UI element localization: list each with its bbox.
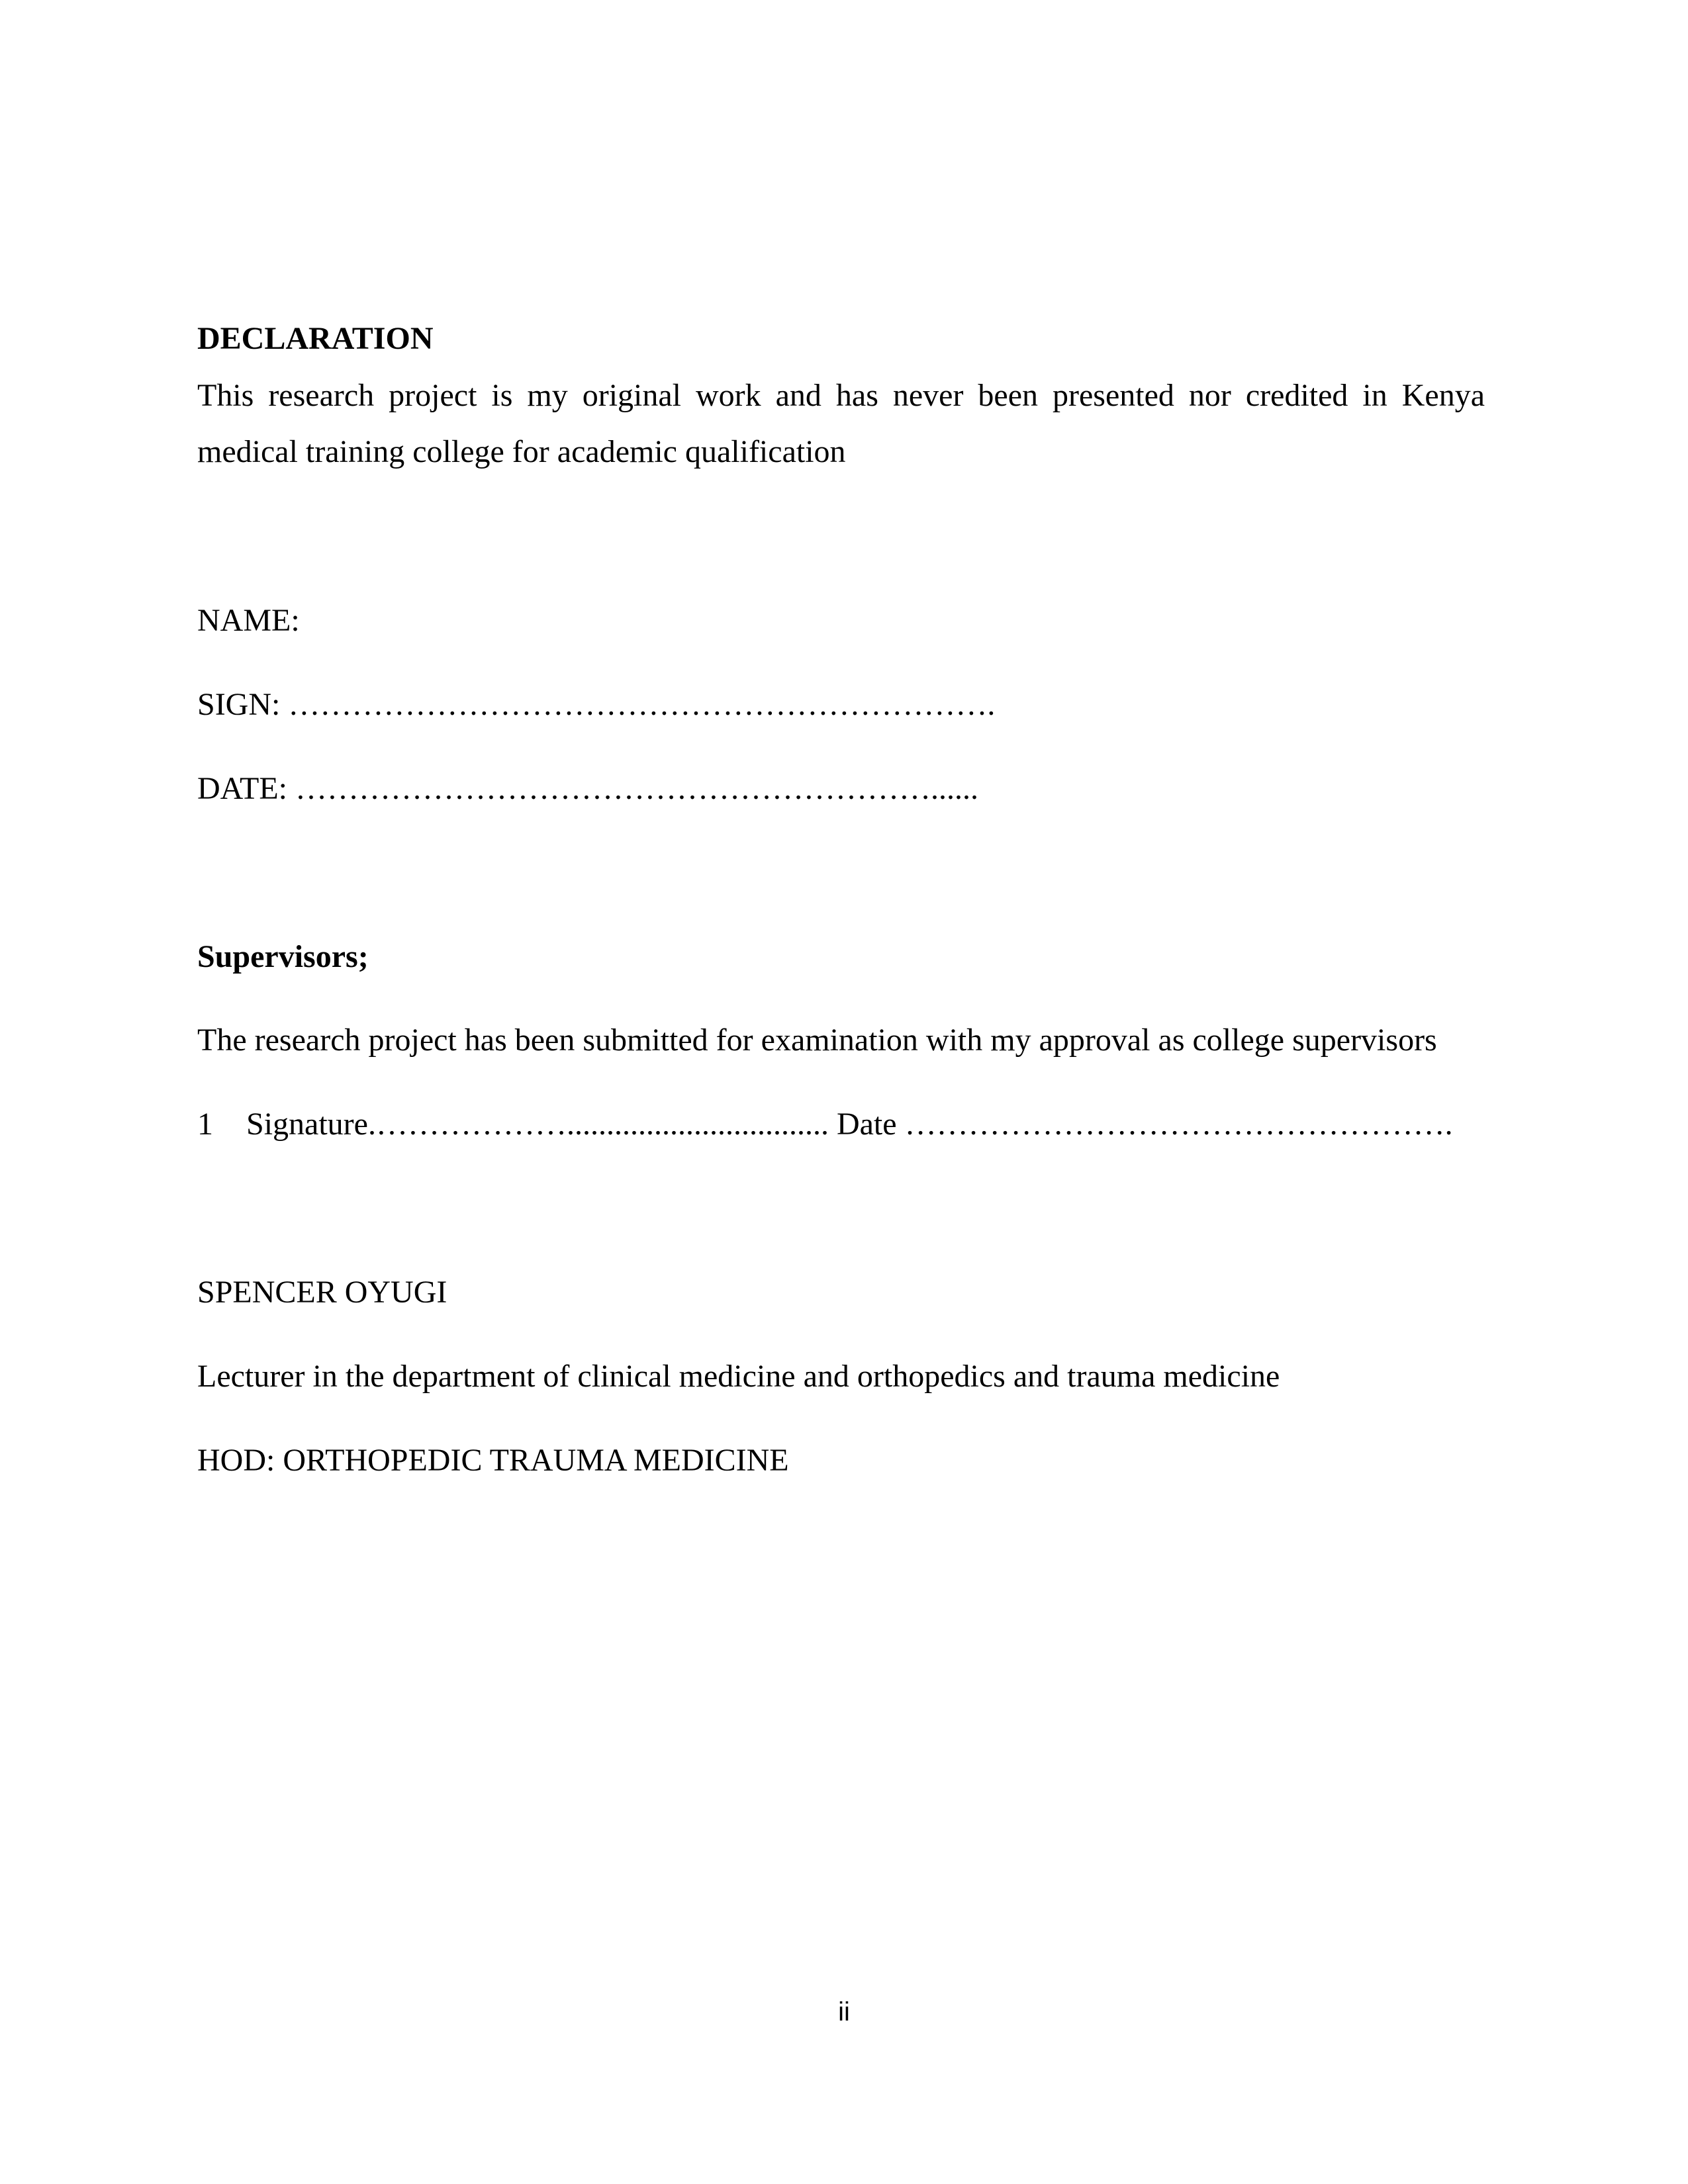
date-line: DATE: ……………………………………………………......	[197, 771, 978, 806]
supervisor-role: Lecturer in the department of clinical medicine and orthopedics and trauma medicine	[197, 1359, 1280, 1394]
supervisor-hod: HOD: ORTHOPEDIC TRAUMA MEDICINE	[197, 1443, 789, 1478]
declaration-paragraph-line-1: This research project is my original work and has never been presented nor credited in Kenya	[197, 378, 1485, 413]
supervisors-statement: The research project has been submitted for examination with my approval as college supervisors	[197, 1023, 1437, 1058]
declaration-paragraph-line-2: medical training college for academic qualification	[197, 434, 846, 469]
supervisor-entry-number: 1	[197, 1107, 213, 1142]
supervisor-signature-line: Signature.………………................................. Date …………………………………………….	[246, 1107, 1453, 1142]
sign-line: SIGN: ………………………………………………………….	[197, 687, 996, 722]
page-number: ii	[838, 1997, 850, 2026]
declaration-heading: DECLARATION	[197, 321, 434, 356]
supervisor-name: SPENCER OYUGI	[197, 1275, 447, 1310]
name-label: NAME:	[197, 603, 300, 638]
supervisors-heading: Supervisors;	[197, 939, 369, 974]
